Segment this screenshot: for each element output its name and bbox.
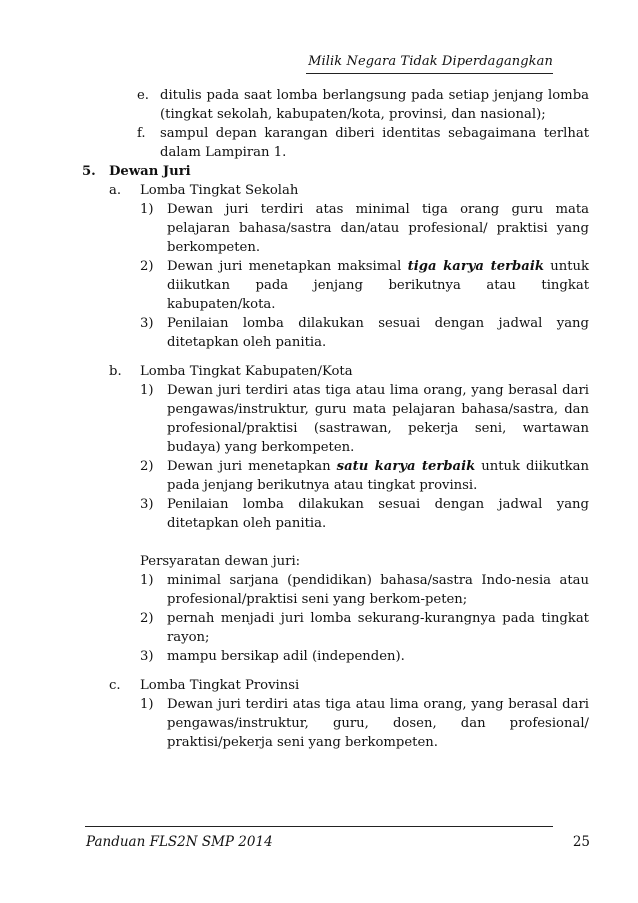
item-text: Dewan juri terdiri atas minimal tiga orang guru mata pelajaran bahasa/sastra dan/atau profesional/ praktisi yang berkompeten. <box>167 202 589 255</box>
footer-title: Panduan FLS2N SMP 2014 <box>86 834 273 850</box>
emphasis-text: tiga karya terbaik <box>407 259 544 274</box>
section-title: Dewan Juri <box>109 164 191 179</box>
item-text: Penilaian lomba dilakukan sesuai dengan jadwal yang ditetapkan oleh panitia. <box>167 316 589 350</box>
subsection-marker: a. <box>109 183 122 198</box>
item-text: Dewan juri menetapkan maksimal tiga karya terbaik untuk diikutkan pada jenjang berikutnya atau tingkat kabupaten/kota. <box>167 259 590 312</box>
item-marker: 2) <box>140 259 154 274</box>
page-number: 25 <box>572 834 590 850</box>
item-marker: 1) <box>140 383 154 398</box>
subsection-c <box>82 676 589 695</box>
requirement-item <box>82 571 589 609</box>
subsection-marker: b. <box>109 364 122 379</box>
item-marker: 1) <box>140 202 154 217</box>
item-marker: 3) <box>140 649 154 664</box>
subsection-marker: c. <box>109 678 121 693</box>
page-body <box>82 86 589 752</box>
section-number: 5. <box>82 164 96 179</box>
list-item <box>82 457 589 495</box>
emphasis-text: satu karya terbaik <box>336 459 476 474</box>
item-marker: 3) <box>140 497 154 512</box>
header-rule <box>306 73 553 74</box>
list-item <box>82 381 589 457</box>
item-text: minimal sarjana (pendidikan) bahasa/sastra Indo-nesia atau profesional/praktisi seni yang berkom-peten; <box>167 573 589 607</box>
section-heading <box>82 162 589 181</box>
list-item <box>82 695 589 752</box>
subsection-title: Lomba Tingkat Provinsi <box>140 678 300 693</box>
running-header: Milik Negara Tidak Diperdagangkan <box>308 54 553 69</box>
subsection-title: Lomba Tingkat Kabupaten/Kota <box>140 364 353 379</box>
list-item <box>82 200 589 257</box>
list-item <box>82 495 589 533</box>
item-text: Dewan juri terdiri atas tiga atau lima orang, yang berasal dari pengawas/instruktur, guru, dosen, dan profesional/ praktisi/pekerja seni yang berkompeten. <box>167 697 589 750</box>
item-marker: 2) <box>140 459 154 474</box>
list-item-f <box>82 124 589 162</box>
subsection-a <box>82 181 589 200</box>
item-marker: 1) <box>140 697 154 712</box>
requirement-item <box>82 609 589 647</box>
item-text: mampu bersikap adil (independen). <box>167 649 405 664</box>
item-marker: f. <box>137 126 146 141</box>
item-marker: 3) <box>140 316 154 331</box>
item-marker: e. <box>137 88 149 103</box>
item-text: pernah menjadi juri lomba sekurang-kurangnya pada tingkat rayon; <box>167 611 589 645</box>
item-text: Penilaian lomba dilakukan sesuai dengan jadwal yang ditetapkan oleh panitia. <box>167 497 589 531</box>
item-marker: 2) <box>140 611 154 626</box>
requirements-title: Persyaratan dewan juri: <box>140 554 301 569</box>
item-text: sampul depan karangan diberi identitas sebagaimana terlhat dalam Lampiran 1. <box>160 126 589 160</box>
item-text: ditulis pada saat lomba berlangsung pada setiap jenjang lomba (tingkat sekolah, kabupaten/kota, provinsi, dan nasional); <box>160 88 589 122</box>
list-item-e <box>82 86 589 124</box>
list-item <box>82 257 589 314</box>
subsection-title: Lomba Tingkat Sekolah <box>140 183 299 198</box>
list-item <box>82 314 589 352</box>
item-text: Dewan juri terdiri atas tiga atau lima orang, yang berasal dari pengawas/instruktur, guru mata pelajaran bahasa/sastra, dan profesional/praktisi (sastrawan, pekerja seni, wartawan budaya) yang berkompeten. <box>167 383 589 455</box>
requirement-item <box>82 647 589 666</box>
item-marker: 1) <box>140 573 154 588</box>
footer-rule <box>85 826 553 827</box>
item-text: Dewan juri menetapkan satu karya terbaik untuk diikutkan pada jenjang berikutnya atau tingkat provinsi. <box>167 459 589 493</box>
subsection-b <box>82 362 589 381</box>
